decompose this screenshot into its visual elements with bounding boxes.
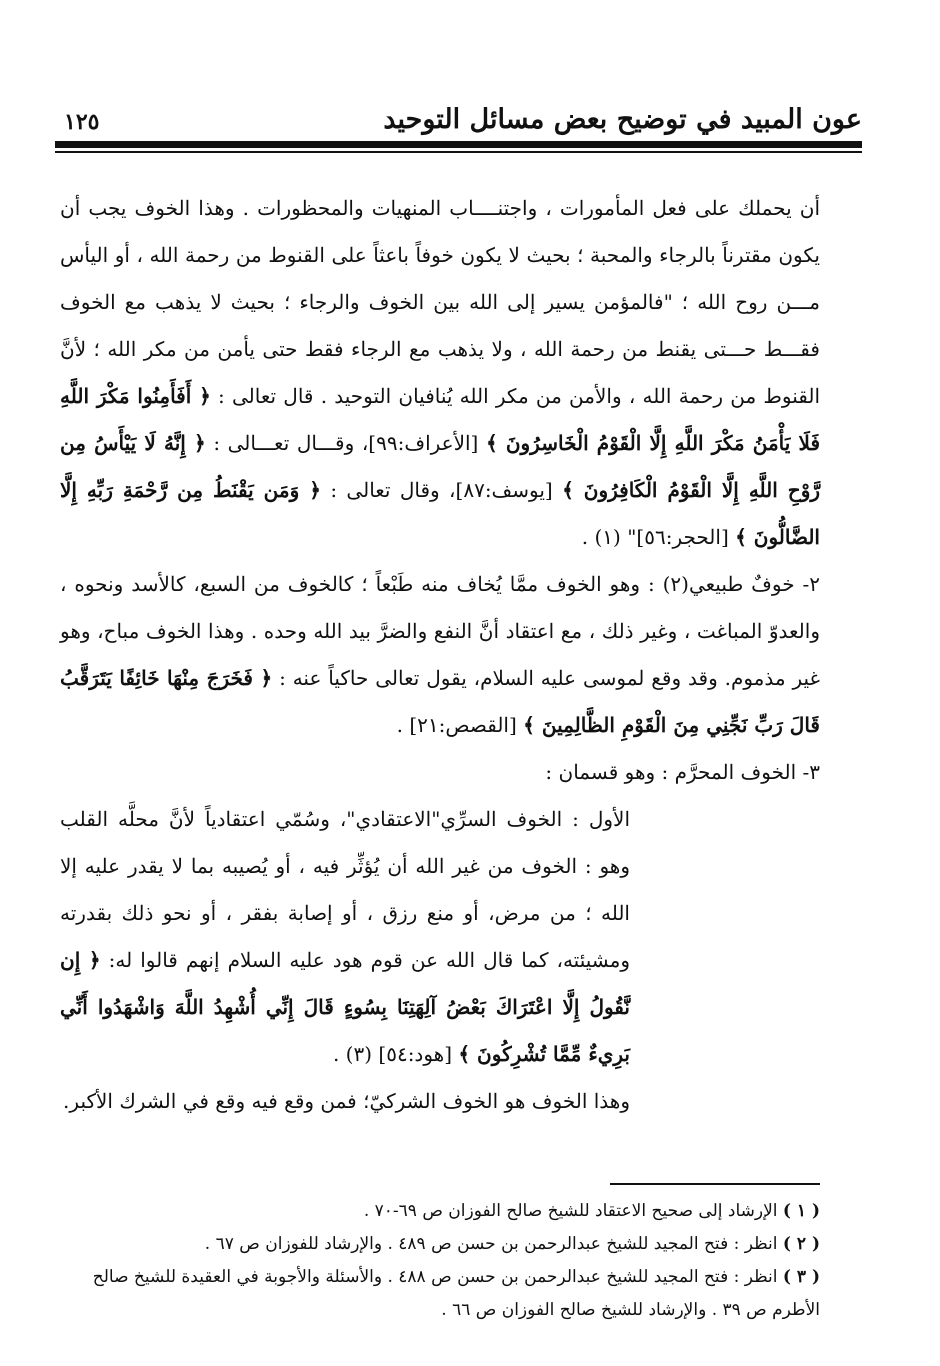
footnote-text: الإرشاد إلى صحيح الاعتقاد للشيخ صالح الفوزان ص ٦٩-٧٠ . [363, 1201, 778, 1221]
verse-ref-1: [الأعراف:٩٩]، وقـــال تعـــالى : [213, 431, 479, 455]
footnote-number: ( ٢ ) [782, 1234, 820, 1254]
footnotes [60, 1195, 820, 1327]
footnote-text: انظر : فتح المجيد للشيخ عبدالرحمن بن حسن ص ٤٨٨ . والأسئلة والأجوبة في العقيدة للشيخ صالح الأطرم ص ٣٩ . والإرشاد للشيخ صالح الفوزان ص ٦٦ . [92, 1267, 820, 1320]
body-text [60, 185, 820, 1125]
paragraph-3: ٣- الخوف المحرَّم : وهو قسمان : [545, 760, 820, 784]
running-title: عون المبيد في توضيح بعض مسائل التوحيد [383, 104, 862, 135]
footnote-separator [610, 1183, 820, 1185]
paragraph-1 [60, 185, 820, 561]
paragraph-2-text: ٢- خوفٌ طبيعي(٢) : وهو الخوف ممَّا يُخاف منه طَبْعاً ؛ كالخوف من السبع، كالأسد ونحوه ، والعدوّ المباغت ، وغير ذلك ، مع اعتقاد أنَّ النفع والضرَّ بيد الله وحده . وهذا الخوف مباح، وهو غير مذموم. وقد وقع لموسى عليه السلام، يقول تعالى حاكياً عنه : [60, 572, 821, 690]
paragraph-2 [60, 561, 820, 749]
verse-ref-5: [هود:٥٤] (٣) . [332, 1042, 453, 1066]
footnote-1 [60, 1195, 820, 1228]
paragraph-4-text: الأول : الخوف السرِّي"الاعتقادي"، وسُمّي اعتقادياً لأنَّ محلَّه القلب وهو : الخوف من غير الله أن يُؤثِّر فيه ، أو يُصيبه بما لا يقدر عليه إلا الله ؛ من مرض، أو منع رزق ، أو إصابة بفقر ، أو نحو ذلك بقدرته ومشيئته، كما قال الله عن قوم هود عليه السلام إنهم قالوا له: [60, 807, 630, 972]
verse-ref-4: [القصص:٢١] . [396, 713, 517, 737]
footnote-2 [60, 1228, 820, 1261]
header-rule [55, 141, 862, 148]
running-header [58, 95, 862, 135]
footnote-3 [60, 1261, 820, 1327]
paragraph-4 [60, 796, 630, 1078]
header-rule-thin [55, 151, 862, 153]
quran-verse-1: ﴿ أَفَأَمِنُوا مَكْرَ اللَّهِ فَلَا يَأْمَنُ مَكْرَ اللَّهِ إِلَّا الْقَوْمُ الْخَاسِرُونَ ﴾ [60, 384, 821, 455]
footnote-number: ( ١ ) [782, 1201, 820, 1221]
verse-ref-2: [يوسف:٨٧]، وقال تعالى : [330, 478, 553, 502]
paragraph-5: وهذا الخوف هو الخوف الشركيّ؛ فمن وقع فيه وقع في الشرك الأكبر. [63, 1089, 630, 1113]
quran-verse-5: ﴿ إِن نَّقُولُ إِلَّا اعْتَرَاكَ بَعْضُ آلِهَتِنَا بِسُوءٍ قَالَ إِنِّي أُشْهِدُ اللَّهَ وَاشْهَدُوا أَنِّي بَرِيءٌ مِّمَّا تُشْرِكُونَ ﴾ [60, 948, 630, 1066]
paragraph-1-text: أن يحملك على فعل المأمورات ، واجتنــــاب المنهيات والمحظورات . وهذا الخوف يجب أن يكون مقترناً بالرجاء والمحبة ؛ بحيث لا يكون خوفاً باعثاً على القنوط من رحمة الله ، أو اليأس مـــن روح الله ؛ "فالمؤمن يسير إلى الله بين الخوف والرجاء ؛ بحيث لا يذهب مع الخوف فقـــط حـــتى يقنط من رحمة الله ، ولا يذهب مع الرجاء فقط حتى يأمن من مكر الله ؛ لأنَّ القنوط من رحمة الله ، والأمن من مكر الله يُنافيان التوحيد . قال تعالى : [60, 196, 821, 408]
quran-verse-2: ﴿ إِنَّهُ لَا يَيْأَسُ مِن رَّوْحِ اللَّهِ إِلَّا الْقَوْمُ الْكَافِرُونَ ﴾ [60, 431, 821, 502]
footnote-text: انظر : فتح المجيد للشيخ عبدالرحمن بن حسن ص ٤٨٩ . والإرشاد للفوزان ص ٦٧ . [204, 1234, 778, 1254]
verse-ref-3: [الحجر:٥٦]" (١) . [581, 525, 729, 549]
quran-verse-3: ﴿ وَمَن يَقْنَطُ مِن رَّحْمَةِ رَبِّهِ إِلَّا الضَّالُّونَ ﴾ [60, 478, 820, 549]
quran-verse-4: ﴿ فَخَرَجَ مِنْهَا خَائِفًا يَتَرَقَّبُ قَالَ رَبِّ نَجِّنِي مِنَ الْقَوْمِ الظَّالِمِينَ ﴾ [60, 666, 820, 737]
page-number: ١٢٥ [64, 109, 100, 135]
footnote-number: ( ٣ ) [782, 1267, 820, 1287]
